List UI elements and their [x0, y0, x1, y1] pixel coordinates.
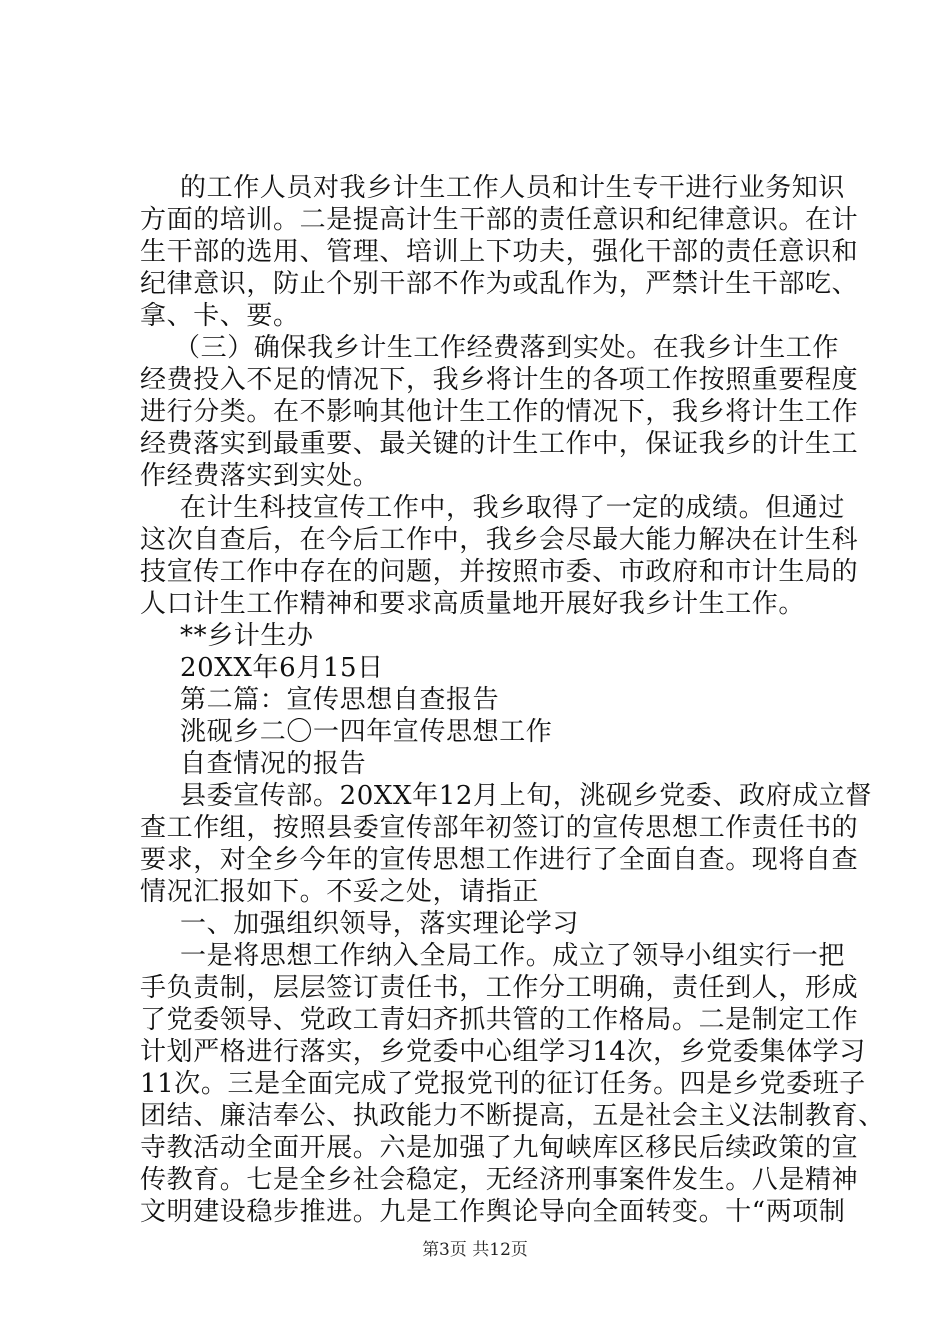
text-line: 查工作组，按照县委宣传部年初签订的宣传思想工作责任书的 [140, 813, 859, 843]
text-line: 一、加强组织领导，落实理论学习 [180, 909, 580, 939]
text-line: 了党委领导、党政工青妇齐抓共管的工作格局。二是制定工作 [140, 1005, 859, 1035]
text-line: 计划严格进行落实，乡党委中心组学习14次，乡党委集体学习 [140, 1037, 866, 1067]
text-line: 洮砚乡二〇一四年宣传思想工作 [180, 717, 553, 747]
text-line: 拿、卡、要。 [140, 301, 300, 331]
text-line: 方面的培训。二是提高计生干部的责任意识和纪律意识。在计 [140, 205, 859, 235]
text-line: 文明建设稳步推进。九是工作舆论导向全面转变。十“两项制 [140, 1197, 846, 1227]
text-line: （三）确保我乡计生工作经费落到实处。在我乡计生工作 [174, 333, 840, 363]
text-line: 团结、廉洁奉公、执政能力不断提高，五是社会主义法制教育、 [140, 1101, 885, 1131]
text-line: 技宣传工作中存在的问题，并按照市委、市政府和市计生局的 [140, 557, 859, 587]
text-line: 11次。三是全面完成了党报党刊的征订任务。四是乡党委班子 [140, 1069, 866, 1099]
text-line: 进行分类。在不影响其他计生工作的情况下，我乡将计生工作 [140, 397, 859, 427]
text-line: 纪律意识，防止个别干部不作为或乱作为，严禁计生干部吃、 [140, 269, 859, 299]
text-line: **乡计生办 [180, 621, 314, 651]
text-line: 在计生科技宣传工作中，我乡取得了一定的成绩。但通过 [180, 493, 846, 523]
text-line: 要求，对全乡今年的宣传思想工作进行了全面自查。现将自查 [140, 845, 859, 875]
text-line: 第二篇：宣传思想自查报告 [180, 685, 500, 715]
document-body [140, 172, 885, 1228]
text-line: 20XX年6月15日 [180, 653, 384, 683]
text-line: 经费落实到最重要、最关键的计生工作中，保证我乡的计生工 [140, 429, 859, 459]
page-number-footer: 第3页 共12页 [422, 1240, 528, 1260]
text-line: 的工作人员对我乡计生工作人员和计生专干进行业务知识 [180, 173, 846, 203]
text-line: 一是将思想工作纳入全局工作。成立了领导小组实行一把 [180, 941, 846, 971]
text-line: 作经费落实到实处。 [140, 461, 380, 491]
text-line: 情况汇报如下。不妥之处，请指正 [140, 877, 540, 907]
text-line: 这次自查后，在今后工作中，我乡会尽最大能力解决在计生科 [140, 525, 859, 555]
text-line: 人口计生工作精神和要求高质量地开展好我乡计生工作。 [140, 589, 806, 619]
text-line: 传教育。七是全乡社会稳定，无经济刑事案件发生。八是精神 [140, 1165, 859, 1195]
text-line: 生干部的选用、管理、培训上下功夫，强化干部的责任意识和 [140, 237, 859, 267]
text-line: 手负责制，层层签订责任书，工作分工明确，责任到人，形成 [140, 973, 859, 1003]
text-line: 自查情况的报告 [180, 749, 367, 779]
text-line: 经费投入不足的情况下，我乡将计生的各项工作按照重要程度 [140, 365, 859, 395]
text-line: 县委宣传部。20XX年12月上旬，洮砚乡党委、政府成立督 [180, 781, 872, 811]
text-line: 寺教活动全面开展。六是加强了九甸峡库区移民后续政策的宣 [140, 1133, 859, 1163]
